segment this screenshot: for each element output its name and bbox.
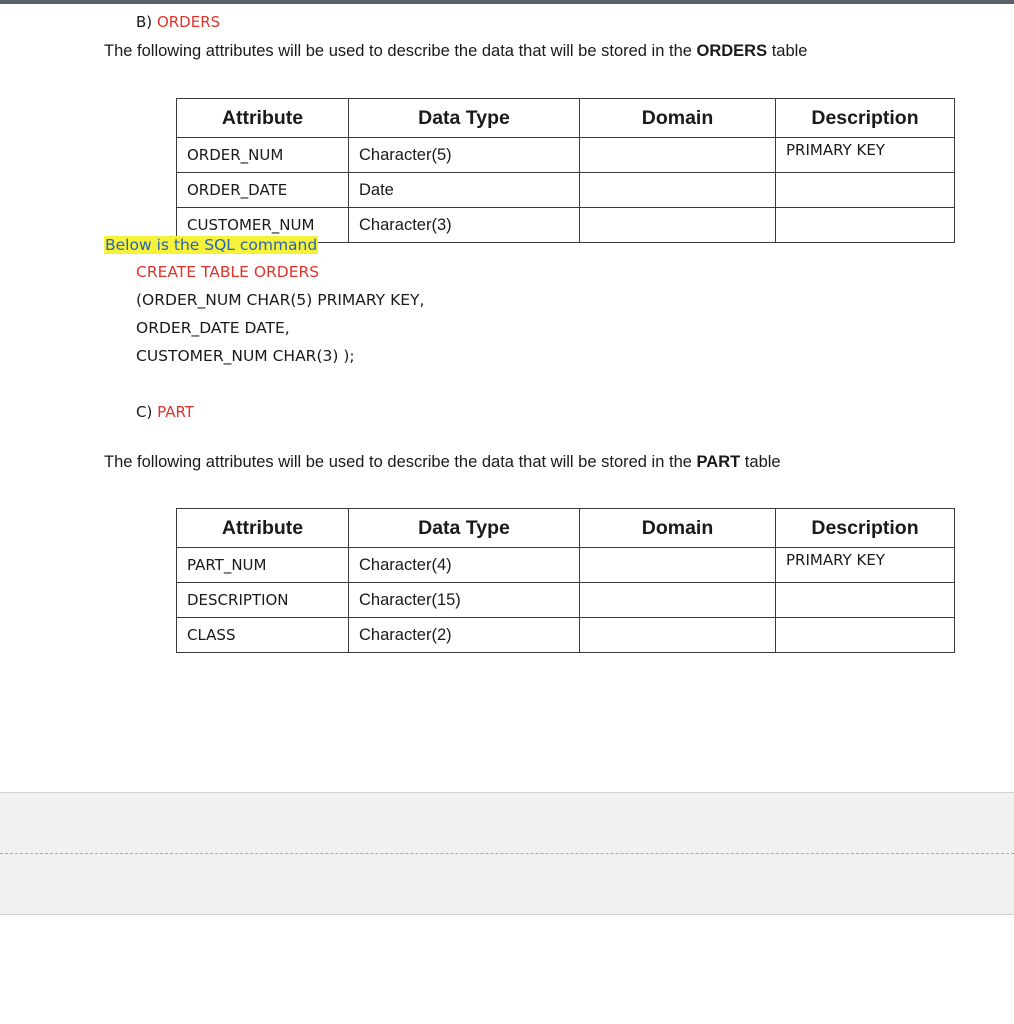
cell-domain	[580, 138, 776, 173]
cell-description: PRIMARY KEY	[776, 138, 955, 173]
cell-domain	[580, 208, 776, 243]
cell-attribute: CLASS	[177, 618, 349, 653]
cell-description	[776, 173, 955, 208]
cell-domain	[580, 173, 776, 208]
header-description: Description	[776, 509, 955, 548]
table-row	[177, 173, 955, 208]
orders-attributes-table	[176, 98, 955, 243]
header-description: Description	[776, 99, 955, 138]
cell-data-type: Character(3)	[349, 208, 580, 243]
table-header-row	[177, 99, 955, 138]
section-b-intro	[104, 42, 807, 61]
table-header-row	[177, 509, 955, 548]
cell-description: PRIMARY KEY	[776, 548, 955, 583]
cell-description	[776, 618, 955, 653]
cell-data-type: Character(2)	[349, 618, 580, 653]
cell-description	[776, 208, 955, 243]
section-c-intro	[104, 453, 781, 472]
sql-line-2: ORDER_DATE DATE,	[136, 319, 290, 337]
table-row	[177, 548, 955, 583]
section-b-intro-suffix: table	[767, 42, 808, 60]
sql-note-line	[104, 235, 318, 254]
cell-domain	[580, 618, 776, 653]
cell-domain	[580, 583, 776, 618]
section-b-intro-text: The following attributes will be used to describe the data that will be stored in the	[104, 42, 697, 60]
section-b-prefix: B)	[136, 13, 153, 31]
header-data-type: Data Type	[349, 99, 580, 138]
table-row	[177, 583, 955, 618]
header-data-type: Data Type	[349, 509, 580, 548]
header-domain: Domain	[580, 99, 776, 138]
header-domain: Domain	[580, 509, 776, 548]
section-c-title: PART	[157, 403, 194, 421]
cell-data-type: Character(15)	[349, 583, 580, 618]
section-b-intro-bold: ORDERS	[696, 42, 768, 60]
table-row	[177, 618, 955, 653]
page-break-area	[0, 792, 1014, 915]
sql-create-line: CREATE TABLE ORDERS	[136, 263, 320, 281]
section-c-heading	[136, 403, 194, 421]
section-c-intro-suffix: table	[740, 453, 781, 471]
cell-attribute: ORDER_NUM	[177, 138, 349, 173]
cell-data-type: Character(4)	[349, 548, 580, 583]
sql-note-highlight: Below is the SQL command	[105, 236, 318, 254]
section-b-heading	[136, 13, 220, 31]
part-attributes-table	[176, 508, 955, 653]
section-b-title: ORDERS	[156, 13, 221, 31]
header-attribute: Attribute	[177, 509, 349, 548]
page-break-dashed-line	[0, 853, 1014, 854]
cell-data-type: Date	[349, 173, 580, 208]
table-row	[177, 138, 955, 173]
cell-attribute: PART_NUM	[177, 548, 349, 583]
sql-line-3: CUSTOMER_NUM CHAR(3) );	[136, 347, 355, 365]
cell-domain	[580, 548, 776, 583]
cell-attribute: ORDER_DATE	[177, 173, 349, 208]
section-c-intro-bold: PART	[696, 453, 741, 471]
cell-attribute: DESCRIPTION	[177, 583, 349, 618]
sql-line-1: (ORDER_NUM CHAR(5) PRIMARY KEY,	[136, 291, 425, 309]
top-border-bar	[0, 0, 1014, 4]
header-attribute: Attribute	[177, 99, 349, 138]
section-c-intro-text: The following attributes will be used to describe the data that will be stored in the	[104, 453, 697, 471]
cell-attribute: CUSTOMER_NUM	[177, 208, 349, 243]
cell-description	[776, 583, 955, 618]
cell-data-type: Character(5)	[349, 138, 580, 173]
section-c-prefix: C)	[136, 403, 153, 421]
